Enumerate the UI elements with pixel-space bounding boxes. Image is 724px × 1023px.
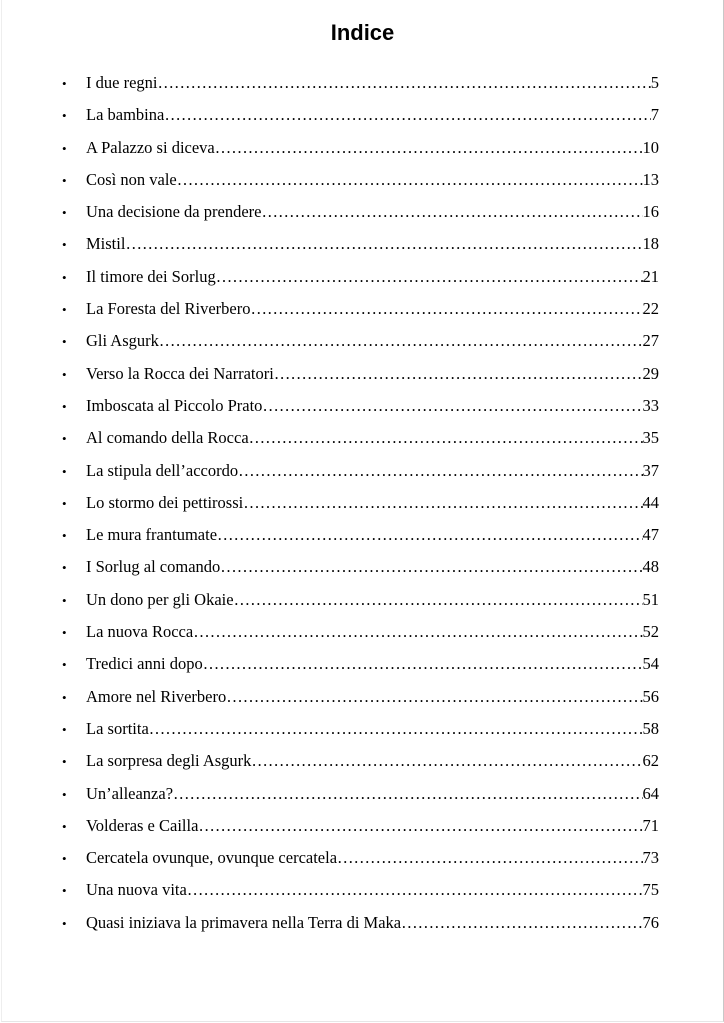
document-page	[1, 0, 724, 1022]
dot-leader	[187, 880, 643, 900]
dot-leader	[262, 396, 642, 416]
entry-title: Imboscata al Piccolo Prato	[86, 395, 263, 415]
page-number: 58	[642, 718, 659, 738]
page-number: 73	[642, 848, 659, 868]
bullet-icon: •	[62, 495, 67, 511]
dot-leader	[177, 170, 643, 190]
bullet-icon: •	[62, 721, 67, 737]
entry-title: Un dono per gli Okaie	[86, 589, 234, 609]
page-number: 7	[650, 105, 659, 125]
page-number: 18	[642, 234, 659, 254]
dot-leader	[238, 461, 642, 481]
entry-title: I due regni	[86, 73, 158, 92]
bullet-icon: •	[62, 915, 67, 931]
toc-entry[interactable]	[62, 719, 659, 751]
toc-entry[interactable]	[62, 784, 659, 816]
page-number: 54	[642, 654, 659, 674]
bullet-icon: •	[62, 592, 67, 608]
bullet-icon: •	[62, 140, 67, 156]
page-number: 62	[642, 751, 659, 771]
dot-leader	[337, 848, 642, 868]
toc-entry[interactable]	[62, 299, 659, 331]
entry-title: La nuova Rocca	[86, 622, 194, 642]
bullet-icon: •	[62, 851, 67, 867]
toc-entry[interactable]	[62, 170, 659, 202]
page-number: 37	[642, 460, 659, 480]
dot-leader	[217, 525, 642, 545]
toc-entry[interactable]	[62, 913, 659, 945]
bullet-icon: •	[62, 786, 67, 802]
dot-leader	[198, 816, 642, 836]
dot-leader	[159, 331, 643, 351]
entry-title: Così non vale	[86, 169, 177, 189]
entry-title: Tredici anni dopo	[86, 654, 203, 674]
page-number: 21	[642, 266, 659, 286]
dot-leader	[220, 557, 642, 577]
entry-title: Una nuova vita	[86, 880, 187, 900]
bullet-icon: •	[62, 463, 67, 479]
dot-leader	[274, 364, 643, 384]
toc-entry[interactable]	[62, 751, 659, 783]
dot-leader	[234, 590, 643, 610]
entry-title: Lo stormo dei pettirossi	[86, 492, 244, 512]
page-number: 16	[642, 202, 659, 222]
dot-leader	[149, 719, 643, 739]
bullet-icon: •	[62, 108, 67, 124]
toc-entry[interactable]	[62, 461, 659, 493]
page-number: 27	[642, 331, 659, 351]
page-number: 29	[642, 363, 659, 383]
entry-title: Cercatela ovunque, ovunque cercatela	[86, 848, 338, 868]
toc-entry[interactable]	[62, 428, 659, 460]
dot-leader	[251, 751, 642, 771]
toc-entry[interactable]	[62, 202, 659, 234]
toc-entry[interactable]	[62, 73, 659, 105]
page-number: 56	[642, 686, 659, 706]
page-number: 71	[642, 815, 659, 835]
entry-title: La sorpresa degli Asgurk	[86, 751, 252, 771]
dot-leader	[216, 267, 643, 287]
toc-entry[interactable]	[62, 622, 659, 654]
bullet-icon: •	[62, 560, 67, 576]
entry-title: Le mura frantumate	[86, 525, 218, 545]
bullet-icon: •	[62, 398, 67, 414]
toc-entry[interactable]	[62, 138, 659, 170]
toc-entry[interactable]	[62, 493, 659, 525]
dot-leader	[157, 73, 650, 93]
entry-title: La sortita	[86, 718, 149, 738]
bullet-icon: •	[62, 366, 67, 382]
toc-entry[interactable]	[62, 364, 659, 396]
entry-title: La stipula dell’accordo	[86, 460, 239, 480]
dot-leader	[261, 202, 642, 222]
page-number: 48	[642, 557, 659, 577]
entry-title: Una decisione da prendere	[86, 202, 262, 222]
dot-leader	[164, 105, 650, 125]
bullet-icon: •	[62, 334, 67, 350]
page-number: 47	[642, 525, 659, 545]
entry-title: Un’alleanza?	[86, 783, 174, 803]
entry-title: I Sorlug al comando	[86, 557, 221, 577]
page-number: 5	[650, 73, 659, 92]
toc-entry[interactable]	[62, 557, 659, 589]
page-number: 76	[642, 912, 659, 932]
entry-title: La Foresta del Riverbero	[86, 299, 251, 319]
entry-title: La bambina	[86, 105, 165, 125]
dot-leader	[193, 622, 642, 642]
toc-entry[interactable]	[62, 267, 659, 299]
page-number: 10	[642, 137, 659, 157]
toc-entry[interactable]	[62, 654, 659, 686]
toc-entry[interactable]	[62, 848, 659, 880]
toc-entry[interactable]	[62, 234, 659, 266]
page-number: 44	[642, 492, 659, 512]
entry-title: Volderas e Cailla	[86, 815, 199, 835]
toc-entry[interactable]	[62, 816, 659, 848]
bullet-icon: •	[62, 302, 67, 318]
bullet-icon: •	[62, 172, 67, 188]
dot-leader	[203, 654, 643, 674]
bullet-icon: •	[62, 689, 67, 705]
toc-entry[interactable]	[62, 105, 659, 137]
toc-entry[interactable]	[62, 590, 659, 622]
page-title: Indice	[330, 20, 395, 45]
bullet-icon: •	[62, 883, 67, 899]
entry-title: Quasi iniziava la primavera nella Terra di Maka	[86, 912, 402, 932]
page-number: 75	[642, 880, 659, 900]
page-number: 22	[642, 299, 659, 319]
bullet-icon: •	[62, 237, 67, 253]
bullet-icon: •	[62, 625, 67, 641]
bullet-icon: •	[62, 431, 67, 447]
toc-entry[interactable]	[62, 687, 659, 719]
dot-leader	[226, 687, 642, 707]
dot-leader	[243, 493, 642, 513]
bullet-icon: •	[62, 818, 67, 834]
entry-title: Amore nel Riverbero	[86, 686, 227, 706]
entry-title: Il timore dei Sorlug	[86, 266, 216, 286]
bullet-icon: •	[62, 528, 67, 544]
dot-leader	[215, 138, 643, 158]
page-number: 13	[642, 169, 659, 189]
bullet-icon: •	[62, 657, 67, 673]
entry-title: Al comando della Rocca	[86, 428, 249, 448]
entry-title: Gli Asgurk	[86, 331, 159, 351]
dot-leader	[249, 428, 643, 448]
page-number: 33	[642, 395, 659, 415]
dot-leader	[173, 784, 642, 804]
toc-entry[interactable]	[62, 880, 659, 912]
page-number: 35	[642, 428, 659, 448]
page-number: 52	[642, 622, 659, 642]
table-of-contents	[62, 73, 659, 945]
toc-entry[interactable]	[62, 525, 659, 557]
entry-title: Mistil	[86, 234, 126, 254]
dot-leader	[250, 299, 642, 319]
bullet-icon: •	[62, 76, 67, 91]
entry-title: Verso la Rocca dei Narratori	[86, 363, 274, 383]
toc-entry[interactable]	[62, 396, 659, 428]
page-number: 51	[642, 589, 659, 609]
bullet-icon: •	[62, 269, 67, 285]
entry-title: A Palazzo si diceva	[86, 137, 215, 157]
page-number: 64	[642, 783, 659, 803]
bullet-icon: •	[62, 205, 67, 221]
toc-entry[interactable]	[62, 331, 659, 363]
dot-leader	[125, 234, 642, 254]
dot-leader	[401, 913, 642, 933]
bullet-icon: •	[62, 754, 67, 770]
